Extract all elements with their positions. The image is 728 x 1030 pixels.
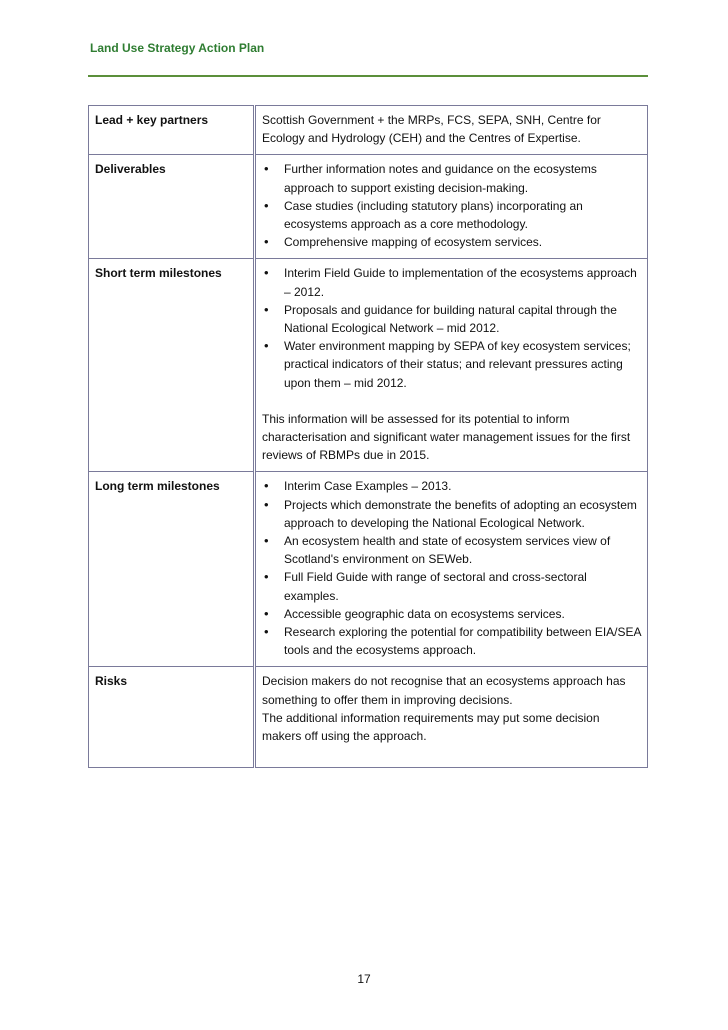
list-item: • Research exploring the potential for compatibility between EIA/SEA tools and the ecosystems approach. [262,623,641,659]
list-item: • An ecosystem health and state of ecosystem services view of Scotland's environment on SEWeb. [262,532,641,568]
paragraph-gap [262,392,641,410]
list-item: • Interim Case Examples – 2013. [262,477,641,495]
row-content [255,155,648,259]
list-item: • Projects which demonstrate the benefits of adopting an ecosystem approach to developing the National Ecological Network. [262,496,641,532]
row-label: Lead + key partners [89,106,255,155]
list-item: • Accessible geographic data on ecosystems services. [262,605,641,623]
lead-partners-text: Scottish Government + the MRPs, FCS, SEPA, SNH, Centre for Ecology and Hydrology (CEH) and the Centres of Expertise. [262,113,601,146]
table-row-risks [89,667,648,768]
header-divider [88,75,648,77]
list-item: • Interim Field Guide to implementation of the ecosystems approach – 2012. [262,264,641,300]
action-plan-table [88,105,648,768]
row-label: Deliverables [89,155,255,259]
row-content [255,472,648,667]
long-term-list [262,477,641,659]
short-term-list [262,264,641,391]
row-content [255,259,648,472]
list-item: • Case studies (including statutory plans) incorporating an ecosystems approach as a core methodology. [262,197,641,233]
risks-text: Decision makers do not recognise that an ecosystems approach has something to offer them in improving decisions. [262,674,626,707]
deliverables-list [262,160,641,251]
list-item: • Water environment mapping by SEPA of key ecosystem services; practical indicators of their status; and relevant pressures acting upon them – mid 2012. [262,337,641,392]
row-label: Long term milestones [89,472,255,667]
risks-text: The additional information requirements may put some decision makers off using the approach. [262,710,600,744]
table-row-lead-partners [89,106,648,155]
document-header-title: Land Use Strategy Action Plan [90,41,265,55]
list-item: • Comprehensive mapping of ecosystem services. [262,233,641,251]
row-label: Short term milestones [89,259,255,472]
list-item: • Further information notes and guidance on the ecosystems approach to support existing decision-making. [262,160,641,196]
table-row-long-term-milestones [89,472,648,667]
row-content [255,667,648,768]
table-row-short-term-milestones [89,259,648,472]
row-content [255,106,648,155]
short-term-note: This information will be assessed for its potential to inform characterisation and significant water management issues for the first reviews of RBMPs due in 2015. [262,411,631,463]
table-row-deliverables [89,155,648,259]
row-label: Risks [89,667,255,768]
page-number: 17 [357,972,371,986]
list-item: • Proposals and guidance for building natural capital through the National Ecological Network – mid 2012. [262,301,641,337]
list-item: • Full Field Guide with range of sectoral and cross-sectoral examples. [262,568,641,604]
